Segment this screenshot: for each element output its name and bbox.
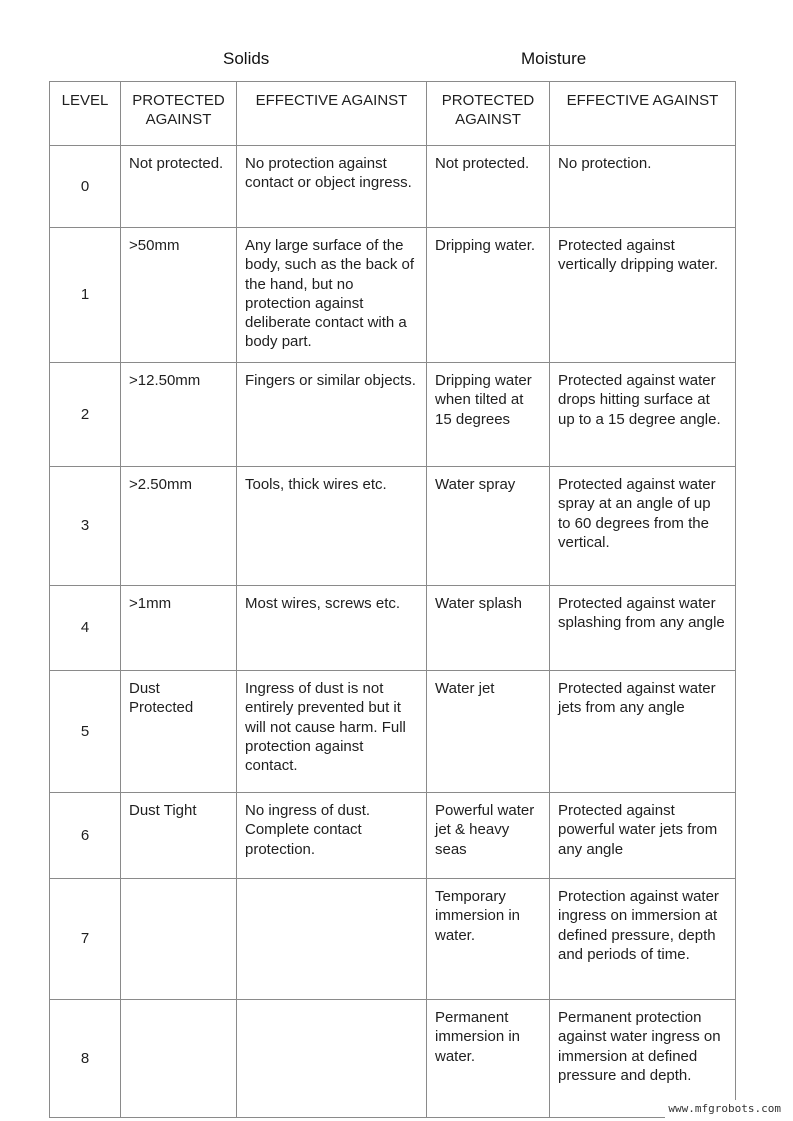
moisture-protected-cell: Dripping water.	[427, 228, 550, 363]
level-cell: 0	[50, 146, 121, 228]
level-cell: 6	[50, 793, 121, 879]
solids-protected-cell: Not protected.	[121, 146, 237, 228]
table-row	[50, 671, 736, 793]
table-row	[50, 146, 736, 228]
moisture-protected-cell: Permanent immersion in water.	[427, 1000, 550, 1118]
solids-protected-cell: Dust Tight	[121, 793, 237, 879]
header-solids-effective: EFFECTIVE AGAINST	[237, 82, 427, 146]
solids-effective-cell: Fingers or similar objects.	[237, 363, 427, 467]
moisture-protected-cell: Not protected.	[427, 146, 550, 228]
solids-protected-cell	[121, 1000, 237, 1118]
solids-protected-cell: Dust Protected	[121, 671, 237, 793]
solids-effective-cell	[237, 1000, 427, 1118]
level-cell: 2	[50, 363, 121, 467]
solids-protected-cell	[121, 879, 237, 1000]
moisture-protected-cell: Temporary immersion in water.	[427, 879, 550, 1000]
level-cell: 4	[50, 586, 121, 671]
solids-protected-cell: >50mm	[121, 228, 237, 363]
solids-effective-cell: No ingress of dust. Complete contact protection.	[237, 793, 427, 879]
level-cell: 3	[50, 467, 121, 586]
solids-effective-cell: No protection against contact or object ingress.	[237, 146, 427, 228]
solids-protected-cell: >12.50mm	[121, 363, 237, 467]
header-moisture-effective: EFFECTIVE AGAINST	[550, 82, 736, 146]
table-row	[50, 228, 736, 363]
moisture-effective-cell: Protected against water splashing from any angle	[550, 586, 736, 671]
table-row	[50, 467, 736, 586]
moisture-effective-cell: Protected against water jets from any angle	[550, 671, 736, 793]
table-row	[50, 793, 736, 879]
table-row	[50, 1000, 736, 1118]
level-cell: 1	[50, 228, 121, 363]
moisture-protected-cell: Water jet	[427, 671, 550, 793]
table-row	[50, 363, 736, 467]
moisture-effective-cell: Protected against powerful water jets from any angle	[550, 793, 736, 879]
solids-effective-cell: Ingress of dust is not entirely prevented but it will not cause harm. Full protection against contact.	[237, 671, 427, 793]
solids-effective-cell: Any large surface of the body, such as the back of the hand, but no protection against deliberate contact with a body part.	[237, 228, 427, 363]
moisture-group-title: Moisture	[521, 49, 587, 68]
level-cell: 5	[50, 671, 121, 793]
watermark: www.mfgrobots.com	[665, 1100, 784, 1118]
header-solids-protected: PROTECTED AGAINST	[121, 82, 237, 146]
solids-protected-cell: >1mm	[121, 586, 237, 671]
moisture-protected-cell: Powerful water jet & heavy seas	[427, 793, 550, 879]
moisture-protected-cell: Water splash	[427, 586, 550, 671]
table-row	[50, 879, 736, 1000]
moisture-effective-cell: Permanent protection against water ingress on immersion at defined pressure and depth.	[550, 1000, 736, 1118]
table-row	[50, 586, 736, 671]
header-level: LEVEL	[50, 82, 121, 146]
solids-group-title: Solids	[223, 49, 270, 68]
ip-rating-table	[49, 81, 736, 1118]
moisture-protected-cell: Water spray	[427, 467, 550, 586]
solids-effective-cell: Most wires, screws etc.	[237, 586, 427, 671]
moisture-effective-cell: Protection against water ingress on immersion at defined pressure, depth and periods of time.	[550, 879, 736, 1000]
solids-effective-cell: Tools, thick wires etc.	[237, 467, 427, 586]
moisture-effective-cell: Protected against vertically dripping water.	[550, 228, 736, 363]
solids-effective-cell	[237, 879, 427, 1000]
moisture-effective-cell: No protection.	[550, 146, 736, 228]
moisture-protected-cell: Dripping water when tilted at 15 degrees	[427, 363, 550, 467]
header-moisture-protected: PROTECTED AGAINST	[427, 82, 550, 146]
solids-protected-cell: >2.50mm	[121, 467, 237, 586]
moisture-effective-cell: Protected against water drops hitting surface at up to a 15 degree angle.	[550, 363, 736, 467]
moisture-effective-cell: Protected against water spray at an angle of up to 60 degrees from the vertical.	[550, 467, 736, 586]
level-cell: 7	[50, 879, 121, 1000]
table-header-row	[50, 82, 736, 146]
level-cell: 8	[50, 1000, 121, 1118]
